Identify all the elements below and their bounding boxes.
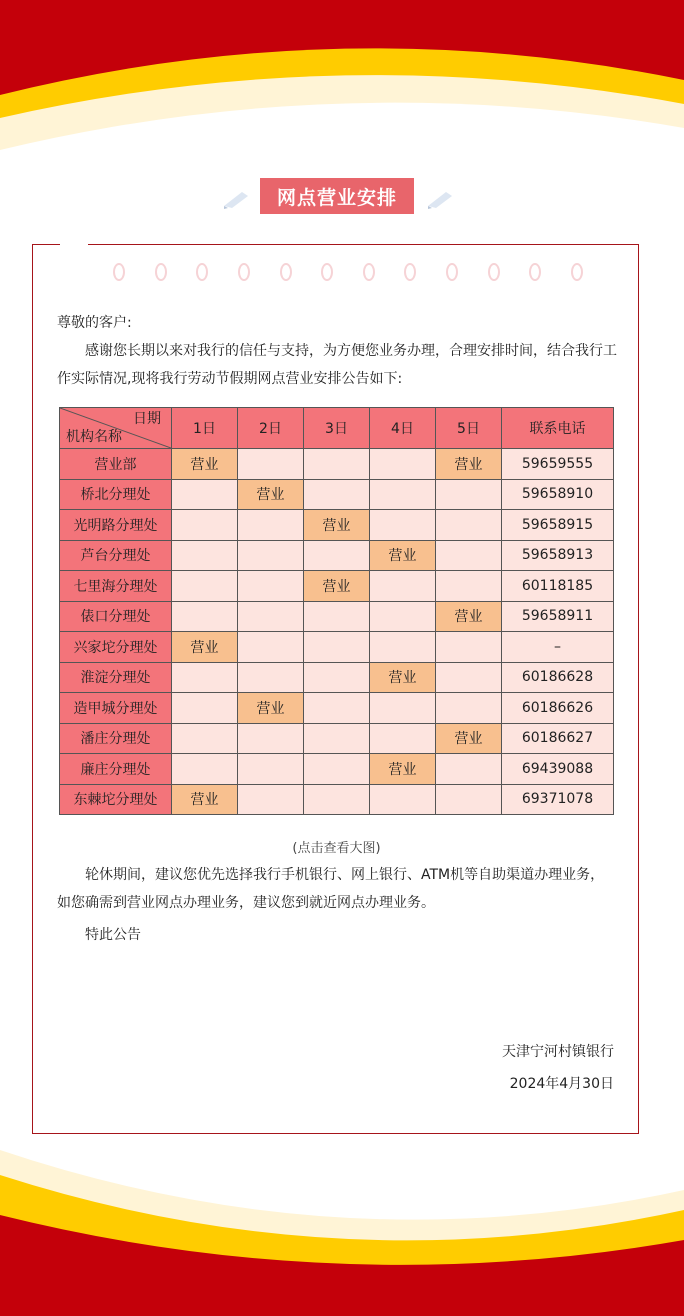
- open-cell: 营业: [370, 540, 436, 571]
- closed-cell: [304, 601, 370, 632]
- branch-name: 芦台分理处: [60, 540, 172, 571]
- closed-cell: [238, 662, 304, 693]
- closed-cell: [172, 601, 238, 632]
- notice-card: [32, 244, 639, 1134]
- closed-cell: [238, 754, 304, 785]
- dot: [155, 263, 167, 281]
- view-large-image-caption[interactable]: (点击查看大图): [292, 841, 381, 856]
- phone-number: 69371078: [502, 784, 614, 815]
- closed-cell: [370, 510, 436, 541]
- closed-cell: [370, 571, 436, 602]
- closed-cell: [370, 479, 436, 510]
- phone-number: 59658910: [502, 479, 614, 510]
- header-date: 日期: [133, 411, 161, 427]
- closed-cell: [436, 632, 502, 663]
- closed-cell: [304, 754, 370, 785]
- open-cell: 营业: [304, 510, 370, 541]
- intro-paragraph: 感谢您长期以来对我行的信任与支持，为方便您业务办理，合理安排时间，结合我行工作实际情况,现将我行劳动节假期网点营业安排公告如下:: [57, 343, 617, 387]
- dot: [321, 263, 333, 281]
- closed-cell: [172, 662, 238, 693]
- closed-cell: [238, 723, 304, 754]
- header-day-4: 4日: [370, 408, 436, 449]
- table-row: [60, 784, 614, 815]
- title-banner: [0, 176, 684, 216]
- table-row: [60, 601, 614, 632]
- closed-cell: [304, 723, 370, 754]
- closed-cell: [172, 693, 238, 724]
- closed-cell: [238, 510, 304, 541]
- header-day-1: 1日: [172, 408, 238, 449]
- dot: [113, 263, 125, 281]
- dot: [529, 263, 541, 281]
- closed-cell: [238, 784, 304, 815]
- header-day-2: 2日: [238, 408, 304, 449]
- phone-number: 59658911: [502, 601, 614, 632]
- open-cell: 营业: [304, 571, 370, 602]
- dot: [404, 263, 416, 281]
- closed-cell: [172, 540, 238, 571]
- branch-name: 七里海分理处: [60, 571, 172, 602]
- table-row: [60, 693, 614, 724]
- branch-name: 光明路分理处: [60, 510, 172, 541]
- closed-cell: [172, 571, 238, 602]
- open-cell: 营业: [370, 754, 436, 785]
- greeting: 尊敬的客户:: [57, 315, 132, 331]
- closed-cell: [304, 693, 370, 724]
- closed-cell: [304, 540, 370, 571]
- closed-cell: [436, 662, 502, 693]
- open-cell: 营业: [238, 479, 304, 510]
- phone-number: –: [502, 632, 614, 663]
- signature-org: 天津宁河村镇银行: [502, 1044, 614, 1060]
- dot: [280, 263, 292, 281]
- closed-cell: [436, 693, 502, 724]
- phone-number: 60118185: [502, 571, 614, 602]
- page-title: 网点营业安排: [260, 178, 414, 214]
- closed-cell: [304, 784, 370, 815]
- closed-cell: [436, 754, 502, 785]
- header-day-3: 3日: [304, 408, 370, 449]
- closed-cell: [436, 571, 502, 602]
- closed-cell: [436, 479, 502, 510]
- closed-cell: [172, 723, 238, 754]
- closed-cell: [370, 723, 436, 754]
- phone-number: 59658915: [502, 510, 614, 541]
- phone-number: 59659555: [502, 449, 614, 480]
- decorative-dots: [113, 263, 583, 287]
- phone-number: 59658913: [502, 540, 614, 571]
- table-row: [60, 632, 614, 663]
- table-row: [60, 571, 614, 602]
- table-row: [60, 540, 614, 571]
- table-row: [60, 662, 614, 693]
- closed-cell: [370, 632, 436, 663]
- table-row: [60, 754, 614, 785]
- header-org: 机构名称: [66, 429, 122, 445]
- dot: [196, 263, 208, 281]
- card-notch: [60, 240, 88, 248]
- header-phone: 联系电话: [502, 408, 614, 449]
- branch-name: 营业部: [60, 449, 172, 480]
- branch-name: 造甲城分理处: [60, 693, 172, 724]
- table-body: [60, 449, 614, 815]
- open-cell: 营业: [436, 601, 502, 632]
- branch-name: 俵口分理处: [60, 601, 172, 632]
- schedule-table[interactable]: [59, 407, 614, 815]
- closed-cell: [436, 784, 502, 815]
- phone-number: 60186627: [502, 723, 614, 754]
- open-cell: 营业: [436, 723, 502, 754]
- dot: [571, 263, 583, 281]
- table-row: [60, 723, 614, 754]
- open-cell: 营业: [238, 693, 304, 724]
- closing-text: 特此公告: [85, 927, 141, 943]
- branch-name: 廉庄分理处: [60, 754, 172, 785]
- branch-name: 桥北分理处: [60, 479, 172, 510]
- closed-cell: [238, 571, 304, 602]
- open-cell: 营业: [436, 449, 502, 480]
- closed-cell: [238, 601, 304, 632]
- table-row: [60, 479, 614, 510]
- closed-cell: [304, 632, 370, 663]
- closed-cell: [436, 540, 502, 571]
- open-cell: 营业: [172, 784, 238, 815]
- closed-cell: [370, 784, 436, 815]
- dot: [238, 263, 250, 281]
- closed-cell: [304, 662, 370, 693]
- closed-cell: [304, 479, 370, 510]
- closed-cell: [238, 540, 304, 571]
- open-cell: 营业: [370, 662, 436, 693]
- closed-cell: [304, 449, 370, 480]
- dot: [488, 263, 500, 281]
- signature-date: 2024年4月30日: [509, 1076, 614, 1092]
- closed-cell: [370, 601, 436, 632]
- closed-cell: [370, 693, 436, 724]
- header-day-5: 5日: [436, 408, 502, 449]
- closed-cell: [370, 449, 436, 480]
- closed-cell: [238, 449, 304, 480]
- branch-name: 兴家坨分理处: [60, 632, 172, 663]
- open-cell: 营业: [172, 632, 238, 663]
- dot: [363, 263, 375, 281]
- advice-paragraph: 轮休期间，建议您优先选择我行手机银行、网上银行、ATM机等自助渠道办理业务，如您确需到营业网点办理业务，建议您到就近网点办理业务。: [57, 867, 605, 911]
- closed-cell: [436, 510, 502, 541]
- table-row: [60, 510, 614, 541]
- phone-number: 69439088: [502, 754, 614, 785]
- phone-number: 60186626: [502, 693, 614, 724]
- closed-cell: [172, 479, 238, 510]
- branch-name: 淮淀分理处: [60, 662, 172, 693]
- pen-icon: [222, 186, 250, 210]
- diagonal-header: [60, 408, 172, 449]
- phone-number: 60186628: [502, 662, 614, 693]
- pen-icon: [426, 186, 454, 210]
- table-row: [60, 449, 614, 480]
- closed-cell: [172, 754, 238, 785]
- branch-name: 潘庄分理处: [60, 723, 172, 754]
- branch-name: 东棘坨分理处: [60, 784, 172, 815]
- closed-cell: [172, 510, 238, 541]
- closed-cell: [238, 632, 304, 663]
- open-cell: 营业: [172, 449, 238, 480]
- dot: [446, 263, 458, 281]
